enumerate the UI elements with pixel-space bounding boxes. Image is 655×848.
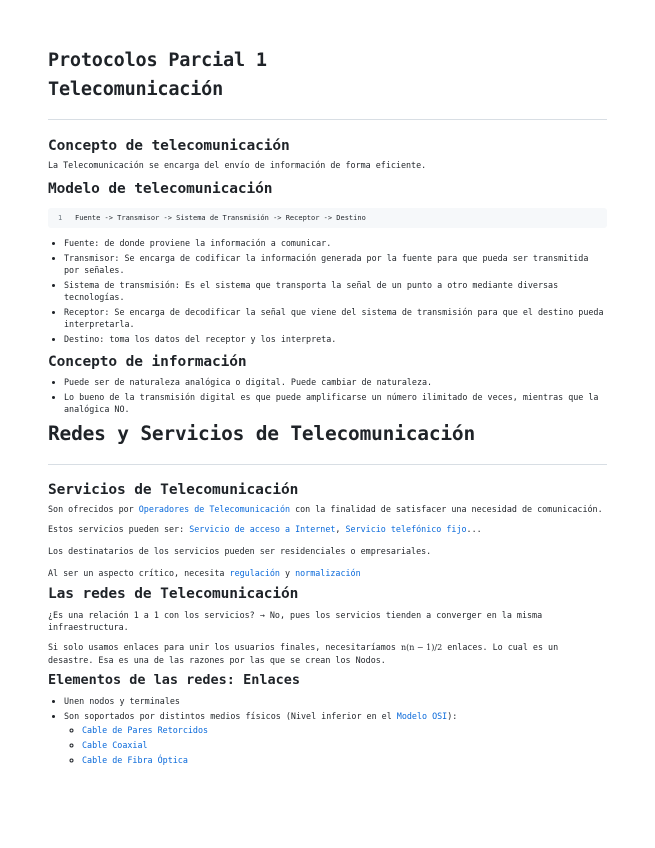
link-acceso-internet[interactable]: Servicio de acceso a Internet [189,524,336,534]
paragraph-servicios-3: Los destinatarios de los servicios pueden ser residenciales o empresariales. [48,546,432,556]
info-list [48,376,607,415]
list-item: • Sistema de transmisión: Es el sistema que transporta la señal de un punto a otro mediante diversas tecnologías. [64,279,607,303]
title-line-2: Telecomunicación [48,79,224,100]
link-fibra-optica[interactable]: Cable de Fibra Óptica [82,755,188,765]
list-item: • Destino: toma los datos del receptor y los interpreta. [64,333,607,345]
heading-concepto-telecom: Concepto de telecomunicación [48,138,290,154]
text: Son soportados por distintos medios físicos (Nivel inferior en el [64,711,397,721]
text: ): [447,711,458,721]
text: Estos servicios pueden ser: [48,524,190,534]
link-normalizacion[interactable]: normalización [295,568,361,578]
heading-modelo-telecom: Modelo de telecomunicación [48,181,273,197]
heading-elementos: Elementos de las redes: Enlaces [48,672,300,688]
elementos-list [48,695,607,766]
link-modelo-osi[interactable]: Modelo OSI [396,711,448,721]
text: , [335,524,346,534]
heading-redes-servicios: Redes y Servicios de Telecomunicación [48,422,475,445]
list-item [82,754,607,766]
paragraph-servicios-4 [48,567,607,579]
modelo-list [48,237,607,345]
text: enlaces. Lo cual es un desastre. Esa es una de las razones por las que se crean los Nodos. [48,642,559,665]
text: y [279,568,296,578]
text: con la finalidad de satisfacer una necesidad de comunicación. [290,504,603,514]
code-line-number: 1 [58,214,63,222]
text: ... [466,524,482,534]
paragraph-concepto-telecom: La Telecomunicación se encarga del envío de información de forma eficiente. [48,160,427,170]
text: Son ofrecidos por [48,504,139,514]
title-line-1: Protocolos Parcial 1 [48,50,267,71]
list-item [64,710,607,766]
link-operadores[interactable]: Operadores de Telecomunicación [138,504,291,514]
heading-redes: Las redes de Telecomunicación [48,586,299,602]
formula: n(n − 1)/2 [400,643,443,652]
link-pares-retorcidos[interactable]: Cable de Pares Retorcidos [82,725,209,735]
list-item [82,724,607,736]
medios-list [64,724,607,766]
page-title [48,46,607,104]
paragraph-redes-1: ¿Es una relación 1 a 1 con los servicios? → No, pues los servicios tienden a converger en la misma infraestructura. [48,610,543,632]
text: Al ser un aspecto crítico, necesita [48,568,230,578]
heading-concepto-info: Concepto de información [48,354,247,370]
link-telefonico-fijo[interactable]: Servicio telefónico fijo [345,524,467,534]
heading-servicios: Servicios de Telecomunicación [48,482,299,498]
code-block [48,208,607,228]
list-item: • Lo bueno de la transmisión digital es que puede amplificarse un número ilimitado de veces, mientras que la analógica NO. [64,391,607,415]
list-item: • Fuente: de donde proviene la información a comunicar. [64,237,607,249]
list-item: • Puede ser de naturaleza analógica o digital. Puede cambiar de naturaleza. [64,376,607,388]
paragraph-redes-2 [48,641,607,666]
list-item [82,739,607,751]
list-item: • Unen nodos y terminales [64,695,607,707]
link-coaxial[interactable]: Cable Coaxial [82,740,148,750]
list-item: • Receptor: Se encarga de decodificar la señal que viene del sistema de transmisión para que el destino pueda interpretarla. [64,306,607,330]
link-regulacion[interactable]: regulación [229,568,280,578]
paragraph-servicios-1 [48,503,607,515]
code-line: Fuente -> Transmisor -> Sistema de Transmisión -> Receptor -> Destino [75,214,366,222]
paragraph-servicios-2 [48,523,607,535]
text: Si solo usamos enlaces para unir los usuarios finales, necesitaríamos [48,642,401,652]
list-item: • Transmisor: Se encarga de codificar la información generada por la fuente para que pueda ser transmitida por señales. [64,252,607,276]
